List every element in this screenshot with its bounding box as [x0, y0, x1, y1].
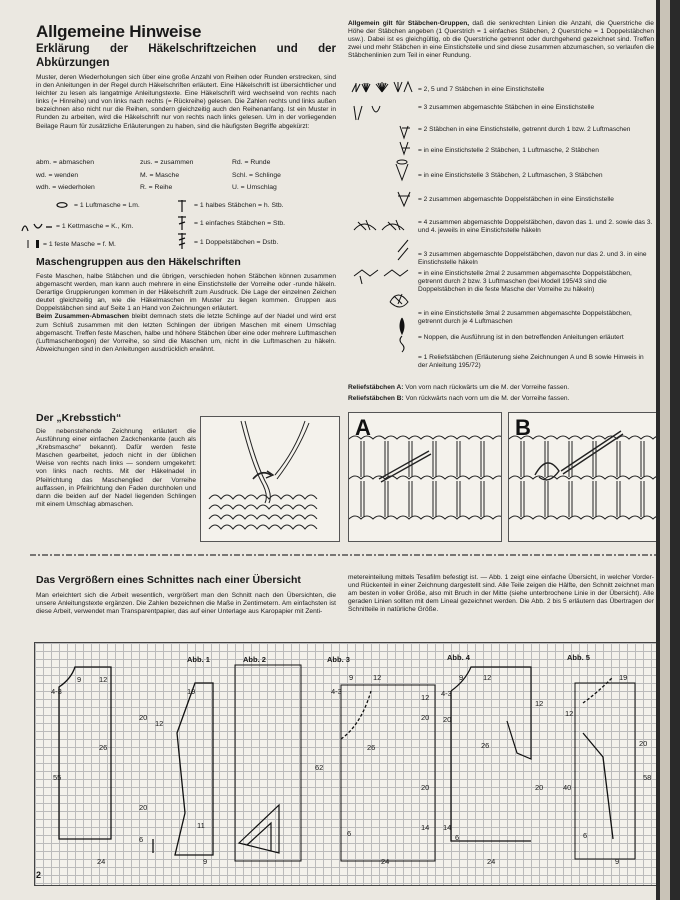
symbol-row: = 2 Stäbchen in eine Einstichstelle, getrennt durch 1 bzw. 2 Luftmaschen [418, 126, 631, 133]
key-double: = 1 einfaches Stäbchen = Stb. [194, 220, 286, 227]
dimension-label: 24 [487, 857, 496, 866]
key-half-double: = 1 halbes Stäbchen = h. Stb. [194, 202, 284, 209]
dimension-label: 4-3 [51, 687, 62, 696]
krebsstich-title: Der „Krebsstich“ [36, 412, 122, 424]
symbol-row: = 3 zusammen abgemaschte Stäbchen in eine Einstichstelle [418, 104, 595, 111]
symbol-row: = in eine Einstichstelle 2 Stäbchen, 1 Luftmasche, 2 Stäbchen [418, 147, 599, 154]
dimension-label: 6 [455, 833, 460, 842]
dimension-label: 6 [583, 831, 588, 840]
relief-b-label: Reliefstäbchen B: [348, 395, 404, 403]
dimension-label: 40 [563, 783, 572, 792]
abbr-item: Schl. = Schlinge [232, 171, 281, 179]
dimension-label: 19 [619, 673, 628, 682]
dimension-label: 4-3 [331, 687, 342, 696]
symbol-row: = 4 zusammen abgemaschte Doppelstäbchen, davon das 1. und 2. sowie das 3. und 4. jeweils in eine Einstichstelle häkeln [418, 219, 653, 234]
dimension-label: 55 [53, 773, 62, 782]
dimension-label: 20 [421, 713, 430, 722]
relief-a-text: Von vorn nach rückwärts um die M. der Vorreihe fassen. [405, 384, 570, 391]
symbol-row: = in eine Einstichstelle 3mal 2 zusammen abgemaschte Doppelstäbchen, getrennt durch je 4 Luftmaschen [418, 310, 632, 325]
dimension-label: 20 [139, 803, 148, 812]
dimension-label: 9 [203, 857, 208, 866]
symbol-row: = in eine Einstichstelle 3 Stäbchen, 2 Luftmaschen, 3 Stäbchen [418, 172, 603, 179]
pattern-schematics-icon [35, 643, 656, 885]
symbol-row: = 2, 5 und 7 Stäbchen in eine Einstichstelle [418, 86, 545, 93]
relief-b-text: Von rückwärts nach vorn um die M. der Vorreihe fassen. [405, 395, 570, 403]
symbol-row: = Noppen, die Ausführung ist in den betreffenden Anleitungen erläutert [418, 334, 624, 341]
figure-label: Abb. 2 [243, 655, 266, 664]
dimension-label: 12 [565, 709, 574, 718]
dimension-label: 9 [77, 675, 82, 684]
krebsstich-section [36, 412, 196, 509]
abbr-item: Rd. = Runde [232, 159, 271, 166]
key-single-crochet: = 1 feste Masche = f. M. [43, 241, 116, 248]
dimension-label: 11 [197, 821, 205, 830]
symbol-row: = 3 zusammen abgemaschte Doppelstäbchen, davon nur das 2. und 3. in eine Einstichstelle häkeln [418, 251, 647, 266]
relief-stitch-b-icon [509, 413, 656, 541]
dimension-label: 12 [99, 675, 108, 684]
abmaschen-text: bleibt demnach stets die letzte Schlinge auf der Nadel und wird erst zum Schluß zusammen mit den letzten Schlingen der übrigen Maschen mit einem Umschlag abgemascht. Treffen feste Maschen, halbe und höhere Stäbchen über eine oder mehrere Luftmaschen (Luftmaschenbogen) der Vorreihe, so sind die Maschen um, nicht in die Luftmaschen zu häkeln. Abweichungen sind in den Anleitungen ausdrücklich erwähnt. [36, 313, 336, 353]
intro-paragraph: Muster, deren Wiederholungen sich über eine große Anzahl von Reihen oder Runden erstrecken, sind in den Anleitungen in der Regel durch Häkelschriften erläutert. Eine Häkelschrift ist übersichtlicher und leichter zu lesen als langatmige Anleitungstexte. Eine Häkelschrift wird wechselnd von rechts nach links (= Hinreihe) und von links nach rechts (= Rückreihe) gelesen. Die Zahlen rechts und links außen bezeichnen also nicht nur die Reihen, sondern gleichzeitig auch den Reihenanfang. Ist ein Muster in Runden zu arbeiten, wird die Häkelschrift nur von rechts nach links gelesen. Um in der vorliegenden Beilage Raum für zusätzliche Erläuterungen zu haben, sind die häufigsten Begriffe abgekürzt: [36, 74, 336, 130]
pattern-paragraph-right: metereinteilung mittels Tesafilm befestigt ist. — Abb. 1 zeigt eine einfache Übersicht, in welcher Vorder- und Rückenteil in einer Zeichnung dargestellt sind. Alle Teile zeigen die Hälfte, den Schnitt zeichnet man am besten in voller Größe, also mit Bruch in der Mitte (siehe unterbrochene Linie in der Übersicht). Alle geraden Linien sollten mit dem Lineal gezeichnet werden. Die Abb. 2 bis 5 erläutern das Übertragen der Schnitteile in natürliche Größe. [348, 574, 654, 614]
dimension-label: 24 [97, 857, 106, 866]
dimension-label: 9 [615, 857, 620, 866]
dimension-label: 58 [643, 773, 652, 782]
key-slip-stitch: = 1 Kettmasche = K., Km. [56, 223, 134, 230]
dimension-label: 20 [535, 783, 544, 792]
dimension-label: 20 [443, 715, 452, 724]
dimension-label: 24 [381, 857, 390, 866]
abbr-item: U. = Umschlag [232, 184, 277, 191]
relief-illustration-a [348, 412, 502, 542]
abbr-item: R. = Reihe [140, 184, 173, 191]
abbr-item: wdh. = wiederholen [36, 184, 95, 191]
left-column [36, 22, 336, 131]
groups-section [36, 256, 336, 354]
relief-notes [348, 384, 654, 403]
symbol-row: = 1 Reliefstäbchen (Erläuterung siehe Zeichnungen A und B sowie Hinweis in der Anleitung 195/72) [418, 354, 644, 369]
relief-b-letter: B [515, 415, 531, 440]
abbr-item: zus. = zusammen [140, 159, 194, 166]
pattern-title: Das Vergrößern eines Schnittes nach einer Übersicht [36, 574, 301, 586]
dimension-label: 26 [481, 741, 490, 750]
symbol-row: = in eine Einstichstelle 2mal 2 zusammen abgemaschte Doppelstäbchen, getrennt durch 2 bzw. 3 Luftmaschen (bei Modell 195/43 sind die Doppelstäbchen in die feste Masche der Vorreihe zu häkeln) [418, 270, 632, 293]
dimension-label: 6 [347, 829, 352, 838]
dimension-label: 19 [187, 687, 196, 696]
pattern-grid [34, 642, 656, 886]
crochet-hook-illustration-icon [201, 417, 339, 541]
dimension-label: 26 [99, 743, 108, 752]
dimension-label: 12 [483, 673, 492, 682]
dimension-label: 14 [421, 823, 430, 832]
dimension-label: 26 [367, 743, 376, 752]
pattern-section-left [36, 574, 336, 616]
right-intro-text: daß die senkrechten Linien die Anzahl, die Querstriche die Höhe der Stäbchen angeben (1 Querstrich = 1 einfaches Stäbchen, 2 Querstriche = 1 Doppelstäbchen usw.). Dabei ist es gleichgültig, ob die Querstriche getrennt oder durchgehend gezeichnet sind. Treffen zwei und mehr Stäbchen in eine Einstichstelle und sind diese zusammen abzumaschen, so verlaufen die Stäbchenlinien zum Teil in einer Rundung. [348, 20, 654, 60]
section-subtitle: Erklärung der Häkelschriftzeichen und der Abkürzungen [36, 43, 336, 69]
abbr-item: abm. = abmaschen [36, 159, 94, 166]
dimension-label: 9 [349, 673, 354, 682]
groups-title: Maschengruppen aus den Häkelschriften [36, 256, 241, 268]
key-treble: = 1 Doppelstäbchen = Dstb. [194, 239, 279, 246]
relief-illustration-b [508, 412, 656, 542]
figure-label: Abb. 1 [187, 655, 210, 664]
right-column-intro [348, 20, 654, 60]
dimension-label: 14 [443, 823, 452, 832]
right-intro-label: Allgemein gilt für Stäbchen-Gruppen, [348, 20, 470, 27]
dimension-label: 12 [421, 693, 430, 702]
dimension-label: 20 [139, 713, 148, 722]
page-number: 2 [36, 870, 42, 880]
abmaschen-label: Beim Zusammen-Abmaschen [36, 313, 130, 321]
figure-label: Abb. 3 [327, 655, 350, 664]
section-divider [30, 553, 656, 557]
groups-paragraph: Feste Maschen, halbe Stäbchen und die übrigen, verschieden hohen Stäbchen können zusammen abgemascht werden, man kann auch mehrere in eine Einstichstelle der Vorreihe oder -runde häkeln. Derartige Gruppierungen kommen in der Häkelschrift zum Ausdruck. Die Lage der einzelnen Zeichen deutet gleichzeitig an, wie die Häkelmaschen im Muster zu liegen kommen. Gruppen aus Doppelstäbchen sind auf Seite 1 an Hand von Zeichnungen erläutert. [36, 273, 336, 313]
dimension-label: 6 [139, 835, 144, 844]
dimension-label: 9 [459, 673, 464, 682]
abbr-item: M. = Masche [140, 171, 180, 179]
page-title: Allgemeine Hinweise [36, 22, 202, 41]
dimension-label: 4-3 [441, 689, 452, 698]
key-chain-stitch: = 1 Luftmasche = Lm. [74, 202, 140, 209]
symbol-row: = 2 zusammen abgemaschte Doppelstäbchen in eine Einstichstelle [418, 196, 614, 203]
figure-label: Abb. 4 [447, 653, 470, 662]
figure-label: Abb. 5 [567, 653, 590, 662]
krebsstich-paragraph: Die nebenstehende Zeichnung erläutert die Ausführung einer einfachen Zackchenkante (auch als „Krebsmasche“ bekannt). Dafür werden feste Maschen gearbeitet, jedoch nicht in der üblichen Weise von rechts nach links — sondern umgekehrt: von links nach rechts. Mit der Häkelnadel in Pfeilrichtung das Maschenglied der Vorreihe auffassen, in Pfeilrichtung den Faden durchholen und dann die beiden auf der Nadel liegenden Schlingen mit einem Umschlag abmaschen. [36, 428, 196, 508]
relief-a-label: Reliefstäbchen A: [348, 384, 404, 391]
krebsstich-illustration [200, 416, 340, 542]
dimension-label: 20 [421, 783, 430, 792]
dimension-label: 12 [373, 673, 382, 682]
pattern-paragraph-left: Man erleichtert sich die Arbeit wesentlich, vergrößert man den Schnitt nach den Übersichten, die unsere Anleitungstexte ergänzen. Die Zahlen bezeichnen die Maße in Zentimetern. Am einfachsten ist diese Arbeit, verwendet man Transparentpapier, das auf einer Unterlage aus Karopapier mit Zenti- [36, 592, 336, 616]
relief-stitch-a-icon [349, 413, 501, 541]
stitch-key [18, 198, 338, 250]
relief-a-letter: A [355, 415, 371, 440]
pattern-section-right [348, 574, 654, 614]
dimension-label: 12 [155, 719, 164, 728]
dimension-label: 62 [315, 763, 324, 772]
binding-edge [656, 0, 680, 900]
dimension-label: 12 [535, 699, 544, 708]
abbr-item: wd. = wenden [36, 171, 79, 179]
dimension-label: 20 [639, 739, 648, 748]
